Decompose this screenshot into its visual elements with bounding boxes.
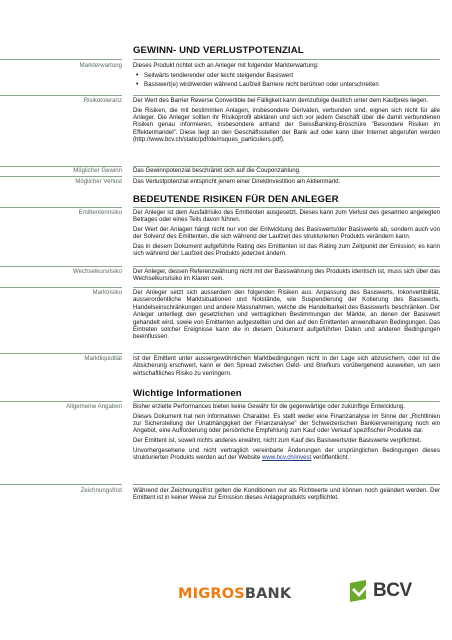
label-risikotoleranz: Risikotoleranz xyxy=(83,97,122,104)
allgemein-p3: Der Emittent ist, soweit nichts anderes erwähnt, nicht zum Kauf des Basiswerts/der Basiswerte verpflichtet. xyxy=(133,437,422,444)
text-moeglicher-gewinn: Das Gewinnpotenzial beschränkt sich auf die Couponzahlung. xyxy=(133,167,301,174)
label-allgemeine-angaben: Allgemeine Angaben xyxy=(66,403,122,410)
section-rule xyxy=(133,59,440,60)
label-rule xyxy=(0,287,122,288)
label-rule xyxy=(0,59,122,60)
migros-bank-wordmark: MIGROSBANK xyxy=(178,586,292,602)
section-rule xyxy=(133,176,440,177)
label-rule xyxy=(0,176,122,177)
section-rule xyxy=(133,287,440,288)
label-marktrisiko: Marktrisiko xyxy=(92,289,122,296)
allgemein-p4 xyxy=(133,447,440,462)
markterwartung-intro: Dieses Produkt richtet sich an Anleger mit folgender Markterwartung: xyxy=(133,62,319,69)
text-markterwartung xyxy=(133,62,440,91)
section-rule xyxy=(133,353,440,354)
text-wechselkursrisiko: Der Anleger, dessen Referenzwährung nicht mit der Basiswährung des Produkts identisch ist, muss sich über das Wechselkursrisiko im Klaren sein. xyxy=(133,268,440,283)
emittentenrisiko-p2: Der Wert der Anlagen hängt nicht nur von der Entwicklung des Basiswerts/der Basiswerte ab, sondern auch von der Solvenz des Emittenten, die sich während der Laufzeit des strukturierten Produkts verändern kann. xyxy=(133,226,440,241)
label-rule xyxy=(0,484,122,485)
label-rule xyxy=(0,266,122,267)
text-moeglicher-verlust: Das Verlustpotenzial entspricht jenem einer Direktinvestition am Aktienmarkt. xyxy=(133,178,341,185)
text-zeichnungsfrist: Während der Zeichnungsfrist gelten die Konditionen nur als Richtwerte und können noch geändert werden. Der Emittent ist in keiner Weise zur Emission dieses Anlageprodukts verpflichtet. xyxy=(133,487,440,502)
allgemein-p1: Bisher erzielte Performances bieten keine Gewähr für die gegenwärtige oder zukünftige Entwicklung. xyxy=(133,403,405,410)
label-wechselkursrisiko: Wechselkursrisiko xyxy=(73,268,122,275)
markterwartung-list xyxy=(133,72,440,89)
label-rule xyxy=(0,207,122,208)
label-moeglicher-verlust: Möglicher Verlust xyxy=(75,178,122,185)
section-rule xyxy=(133,266,440,267)
list-item: • Seitwärts tendierender oder leicht steigender Basiswert xyxy=(133,72,440,79)
section-rule xyxy=(133,484,440,485)
list-item: • Basiswert(e) wird/werden während Laufzeit Barriere nicht berühren oder unterschreiten xyxy=(133,81,440,88)
emittentenrisiko-p1: Der Anleger ist dem Ausfallrisiko des Emittenten ausgesetzt. Dieses kann zum Verlust des gesamten angelegten Betrages oder eines Teils davon führen. xyxy=(133,209,440,224)
section-rule xyxy=(133,95,440,96)
section-title-gewinn: GEWINN- UND VERLUSTPOTENZIAL xyxy=(133,45,304,56)
bcv-logo xyxy=(348,578,414,608)
text-risikotoleranz xyxy=(133,97,440,146)
text-marktrisiko: Der Anleger setzt sich ausserdem den folgenden Risiken aus: Anpassung des Basiswerts, Inkonvertibilität, ausserordentliche Marktsituationen und Notstände, wie Suspendierung der Kotierung des Basiswerts, Handelseinschränkungen und andere Massnahmen, welche die Handelbarkeit des Basiswerts beschränken. Der Anleger unterliegt den gesetzlichen und vertraglichen Bestimmungen der Märkte, an denen der Basiswert gehandelt wird, sowie von Emittenten aufgestellten und den auf den Emittenten anwendbaren Bedingungen. Das Eintreten solcher Ereignisse kann die in diesem Dokument aufgeführten Daten und anderen Bedingungen beeinflussen. xyxy=(133,289,440,341)
label-emittentenrisiko: Emittentenrisiko xyxy=(78,209,122,216)
section-rule xyxy=(133,401,440,402)
bcv-mark-icon xyxy=(348,579,372,605)
bcv-invest-link[interactable]: www.bcv.ch/invest xyxy=(261,454,312,461)
label-rule xyxy=(0,353,122,354)
risikotoleranz-p1: Der Wert des Barrier Reverse Convertible bei Fälligkeit kann demzufolge deutlich unter dem Kaufpreis liegen. xyxy=(133,97,429,104)
section-rule xyxy=(133,207,440,208)
section-title-info: Wichtige Informationen xyxy=(133,388,242,399)
label-markterwartung: Markterwartung xyxy=(79,62,122,69)
label-zeichnungsfrist: Zeichnungsfrist xyxy=(80,487,122,494)
allgemein-p2: Dieses Dokument hat rein informativen Charakter. Es stellt weder eine Finanzanalyse im Sinne der „Richtlinien zur Sicherstellung der Unabhängigkeit der Finanzanalyse" der Schweizerischen Bankiervereinigung noch ein Angebot, eine Aufforderung oder persönliche Empfehlung zum Kauf oder Verkauf spezifischer Produkte dar. xyxy=(133,412,440,435)
label-rule xyxy=(0,95,122,96)
allgemein-p4-post: veröffentlicht. xyxy=(311,454,350,461)
text-allgemeine-angaben xyxy=(133,403,440,464)
risikotoleranz-p2: Die Risiken, die mit bestimmten Anlagen, insbesondere Derivaten, verbunden sind, eignen sich nicht für alle Anleger. Die Anleger sollten ihr Risikoprofil abklären und sich vor jedem Geschäft über die damit verbundenen Risiken genau informieren, insbesondere anhand der SwissBanking-Broschüre "Besondere Risiken im Effektenhandel". Diese liegt an den Geschäftsstellen der Bank auf oder kann über Internet abgerufen werden (http://www.bcv.ch/static/pdf/de/risques_particuliers.pdf). xyxy=(133,106,440,144)
label-moeglicher-gewinn: Möglicher Gewinn xyxy=(73,167,122,174)
bcv-wordmark: BCV xyxy=(373,580,412,601)
emittentenrisiko-p3: Das in diesem Dokument aufgeführte Rating des Emittenten ist das Rating zum Zeitpunkt der Emission; es kann sich während der Laufzeit des Produkts jederzeit ändern. xyxy=(133,243,440,258)
migros-bank-logo xyxy=(178,580,292,610)
section-title-risiken: BEDEUTENDE RISIKEN FÜR DEN ANLEGER xyxy=(133,194,339,205)
text-emittentenrisiko xyxy=(133,209,440,260)
label-rule xyxy=(0,401,122,402)
allgemein-p4-pre: Unvorhergesehene und nicht vertraglich vereinbarte Änderungen der ursprünglichen Bedingungen dieses strukturierten Produkts werden auf der Website xyxy=(133,446,440,461)
text-marktliquiditaet: Ist der Emittent unter aussergewöhnlichen Marktbedingungen nicht in der Lage sich abzusichern, oder ist die Absicherung erschwert, kann er den Spread zwischen Geld- und Briefkurs vorübergehend ausweiten, um sein wirtschaftliches Risiko zu verringern. xyxy=(133,355,440,377)
label-marktliquiditaet: Marktliquidität xyxy=(84,355,122,362)
